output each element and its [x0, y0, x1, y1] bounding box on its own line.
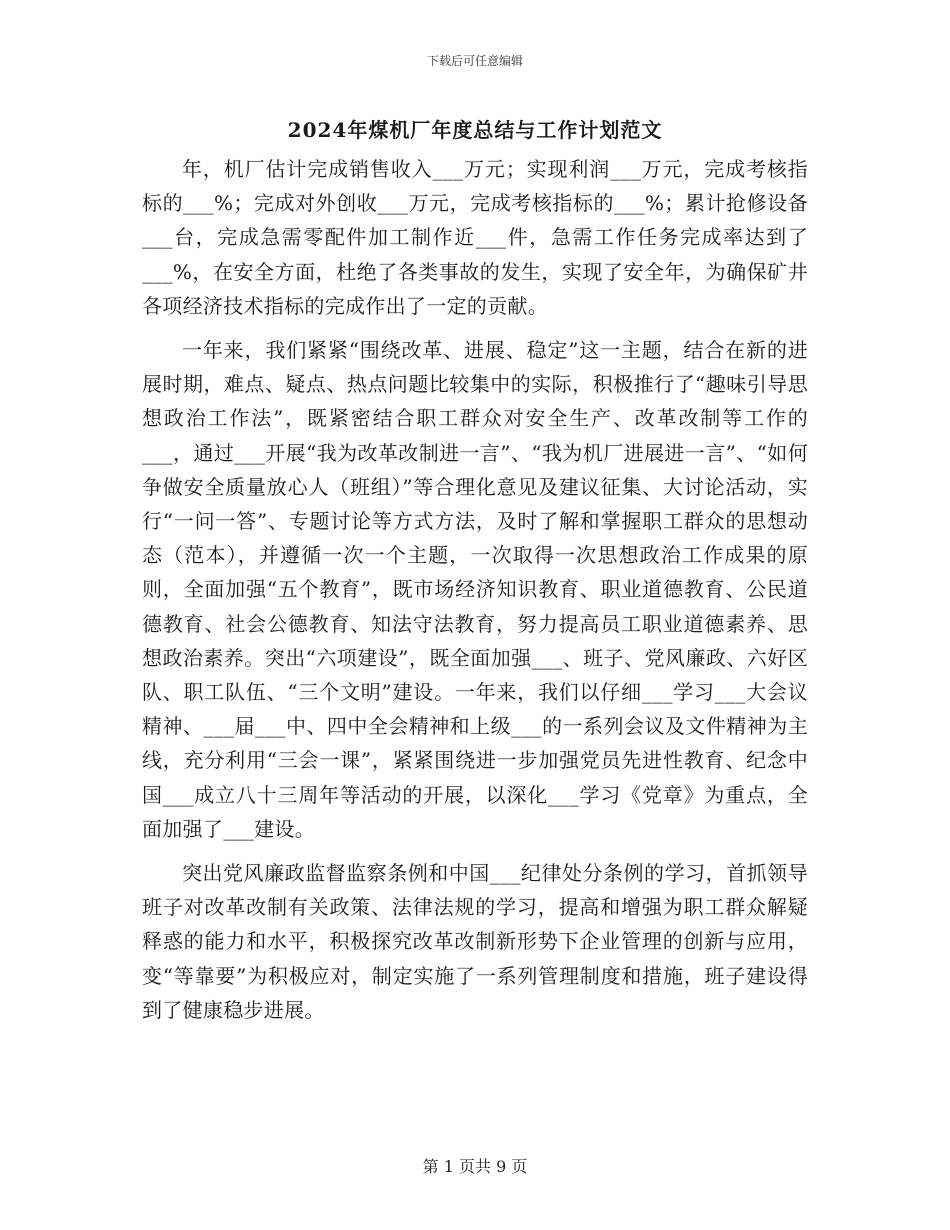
paragraph-3: 突出党风廉政监督监察条例和中国___纪律处分条例的学习，首抓领导班子对改革改制有关政策、法律法规的学习，提高和增强为职工群众解疑释惑的能力和水平，积极探究改革改制新形势下企业管理的创新与应用，变“等靠要”为积极应对，制定实施了一系列管理制度和措施，班子建设得到了健康稳步进展。: [142, 861, 808, 1022]
header-note: 下载后可任意编辑: [426, 54, 523, 68]
paragraph-1: 年，机厂估计完成销售收入___万元；实现利润___万元，完成考核指标的___%；完成对外创收___万元，完成考核指标的___%；累计抢修设备___台，完成急需零配件加工制作近___件，急需工作任务完成率达到了___%，在安全方面，杜绝了各类事故的发生，实现了安全年，为确保矿井各项经济技术指标的完成作出了一定的贡献。: [142, 157, 808, 318]
document-title: 2024年煤机厂年度总结与工作计划范文: [287, 118, 663, 142]
paragraph-2: 一年来，我们紧紧“围绕改革、进展、稳定”这一主题，结合在新的进展时期，难点、疑点、热点问题比较集中的实际，积极推行了“趣味引导思想政治工作法”，既紧密结合职工群众对安全生产、改革改制等工作的___，通过___开展“我为改革改制进一言”、“我为机厂进展进一言”、“如何争做安全质量放心人（班组）”等合理化意见及建议征集、大讨论活动，实行“一问一答”、专题讨论等方式方法，及时了解和掌握职工群众的思想动态（范本），并遵循一次一个主题，一次取得一次思想政治工作成果的原则，全面加强“五个教育”，既市场经济知识教育、职业道德教育、公民道德教育、社会公德教育、知法守法教育，努力提高员工职业道德素养、思想政治素养。突出“六项建设”，既全面加强___、班子、党风廉政、六好区队、职工队伍、“三个文明”建设。一年来，我们以仔细___学习___大会议精神、___届___中、四中全会精神和上级___的一系列会议及文件精神为主线，充分利用“三会一课”，紧紧围绕进一步加强党员先进性教育、纪念中国___成立八十三周年等活动的开展，以深化___学习《党章》为重点，全面加强了___建设。: [142, 338, 808, 841]
document-body: [142, 152, 808, 1029]
page-number: 第 1 页共 9 页: [422, 1157, 528, 1176]
